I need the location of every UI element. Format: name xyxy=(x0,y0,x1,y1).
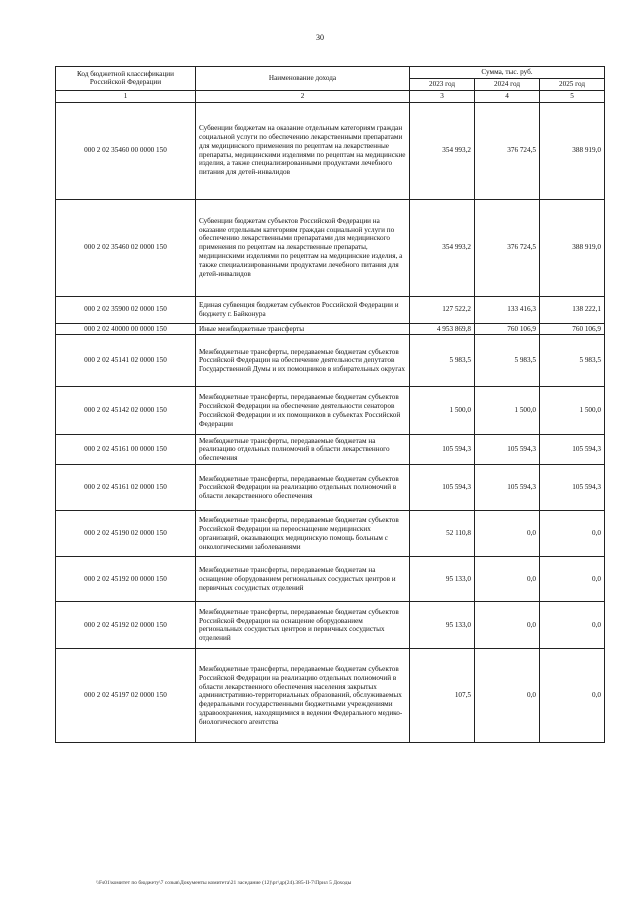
column-number: 1 xyxy=(56,90,196,102)
table-row xyxy=(56,649,605,743)
table-body xyxy=(56,102,605,743)
table-row xyxy=(56,335,605,387)
page-number: 30 xyxy=(316,33,324,42)
amount-2023-cell: 127 522,2 xyxy=(410,296,475,323)
header-year-2024: 2024 год xyxy=(475,78,540,90)
amount-2023-cell: 5 983,5 xyxy=(410,335,475,387)
header-name: Наименование дохода xyxy=(196,67,410,91)
column-number: 3 xyxy=(410,90,475,102)
amount-2023-cell: 354 993,2 xyxy=(410,199,475,296)
amount-2025-cell: 105 594,3 xyxy=(540,435,605,465)
budget-code-cell: 000 2 02 45197 02 0000 150 xyxy=(56,649,196,743)
budget-code-cell: 000 2 02 45141 02 0000 150 xyxy=(56,335,196,387)
budget-code-cell: 000 2 02 35460 02 0000 150 xyxy=(56,199,196,296)
column-number: 4 xyxy=(475,90,540,102)
income-name-cell: Межбюджетные трансферты, передаваемые бюджетам субъектов Российской Федерации на реализацию отдельных полномочий в области лекарственного обеспечения xyxy=(196,465,410,511)
amount-2023-cell: 1 500,0 xyxy=(410,387,475,435)
budget-code-cell: 000 2 02 35900 02 0000 150 xyxy=(56,296,196,323)
amount-2023-cell: 354 993,2 xyxy=(410,102,475,199)
income-name-cell: Межбюджетные трансферты, передаваемые бюджетам субъектов Российской Федерации на обеспечение деятельности депутатов Государственной Думы и их помощников в избирательных округах xyxy=(196,335,410,387)
amount-2024-cell: 0,0 xyxy=(475,649,540,743)
table-row xyxy=(56,557,605,602)
header-year-2025: 2025 год xyxy=(540,78,605,90)
table-row xyxy=(56,323,605,335)
header-sum: Сумма, тыс. руб. xyxy=(410,67,605,79)
income-name-cell: Межбюджетные трансферты, передаваемые бюджетам на оснащение оборудованием региональных сосудистых центров и первичных сосудистых отделений xyxy=(196,557,410,602)
amount-2024-cell: 376 724,5 xyxy=(475,199,540,296)
amount-2024-cell: 760 106,9 xyxy=(475,323,540,335)
amount-2025-cell: 1 500,0 xyxy=(540,387,605,435)
amount-2025-cell: 388 919,0 xyxy=(540,199,605,296)
amount-2023-cell: 107,5 xyxy=(410,649,475,743)
budget-code-cell: 000 2 02 45142 02 0000 150 xyxy=(56,387,196,435)
amount-2023-cell: 95 133,0 xyxy=(410,557,475,602)
table-row xyxy=(56,602,605,649)
amount-2025-cell: 138 222,1 xyxy=(540,296,605,323)
table-row xyxy=(56,435,605,465)
amount-2025-cell: 388 919,0 xyxy=(540,102,605,199)
budget-code-cell: 000 2 02 45192 00 0000 150 xyxy=(56,557,196,602)
amount-2023-cell: 4 953 869,8 xyxy=(410,323,475,335)
amount-2024-cell: 0,0 xyxy=(475,511,540,557)
income-name-cell: Иные межбюджетные трансферты xyxy=(196,323,410,335)
footer-file-path: \\Fs01\комитет по бюджету\7 созыв\Документы комитета\21 заседание (12)\рг\др(24).385-II-7\Прил 5 Доходы xyxy=(96,880,352,886)
amount-2024-cell: 0,0 xyxy=(475,557,540,602)
table-row xyxy=(56,102,605,199)
column-number: 2 xyxy=(196,90,410,102)
amount-2024-cell: 133 416,3 xyxy=(475,296,540,323)
amount-2024-cell: 376 724,5 xyxy=(475,102,540,199)
table-row xyxy=(56,296,605,323)
budget-code-cell: 000 2 02 35460 00 0000 150 xyxy=(56,102,196,199)
income-name-cell: Субвенции бюджетам субъектов Российской Федерации на оказание отдельным категориям граждан социальной услуги по обеспечению лекарственными препаратами для медицинского применения по рецептам на лекарственные препараты, медицинскими изделиями по рецептам на медицинские изделия, а также специализированными продуктами лечебного питания для детей-инвалидов xyxy=(196,199,410,296)
income-name-cell: Межбюджетные трансферты, передаваемые бюджетам субъектов Российской Федерации на переоснащение медицинских организаций, оказывающих медицинскую помощь больным с онкологическими заболеваниями xyxy=(196,511,410,557)
table-row xyxy=(56,387,605,435)
amount-2024-cell: 1 500,0 xyxy=(475,387,540,435)
column-number: 5 xyxy=(540,90,605,102)
budget-income-table xyxy=(55,66,605,743)
amount-2025-cell: 0,0 xyxy=(540,649,605,743)
income-name-cell: Межбюджетные трансферты, передаваемые бюджетам на реализацию отдельных полномочий в области лекарственного обеспечения xyxy=(196,435,410,465)
income-name-cell: Межбюджетные трансферты, передаваемые бюджетам субъектов Российской Федерации на оснащение оборудованием региональных сосудистых центров и первичных сосудистых отделений xyxy=(196,602,410,649)
income-name-cell: Межбюджетные трансферты, передаваемые бюджетам субъектов Российской Федерации на реализацию отдельных полномочий в области лекарственного обеспечения населения закрытых административно-территориальных образований, обслуживаемых федеральными государственными бюджетными учреждениями здравоохранения, находящимися в ведении Федерального медико-биологического агентства xyxy=(196,649,410,743)
header-year-2023: 2023 год xyxy=(410,78,475,90)
table-row xyxy=(56,511,605,557)
amount-2024-cell: 105 594,3 xyxy=(475,465,540,511)
amount-2023-cell: 105 594,3 xyxy=(410,465,475,511)
budget-code-cell: 000 2 02 40000 00 0000 150 xyxy=(56,323,196,335)
budget-code-cell: 000 2 02 45161 00 0000 150 xyxy=(56,435,196,465)
amount-2025-cell: 105 594,3 xyxy=(540,465,605,511)
income-name-cell: Межбюджетные трансферты, передаваемые бюджетам субъектов Российской Федерации на обеспечение деятельности сенаторов Российской Федерации и их помощников в субъектах Российской Федерации xyxy=(196,387,410,435)
budget-code-cell: 000 2 02 45161 02 0000 150 xyxy=(56,465,196,511)
amount-2023-cell: 105 594,3 xyxy=(410,435,475,465)
amount-2023-cell: 52 110,8 xyxy=(410,511,475,557)
income-name-cell: Субвенции бюджетам на оказание отдельным категориям граждан социальной услуги по обеспечению лекарственными препаратами для медицинского применения по рецептам на лекарственные препараты, медицинскими изделиями по рецептам на медицинские изделия, а также специализированными продуктами лечебного питания для детей-инвалидов xyxy=(196,102,410,199)
table-row xyxy=(56,199,605,296)
amount-2025-cell: 760 106,9 xyxy=(540,323,605,335)
table-row xyxy=(56,465,605,511)
column-number-row xyxy=(56,90,605,102)
amount-2024-cell: 105 594,3 xyxy=(475,435,540,465)
amount-2025-cell: 0,0 xyxy=(540,557,605,602)
budget-code-cell: 000 2 02 45192 02 0000 150 xyxy=(56,602,196,649)
amount-2024-cell: 0,0 xyxy=(475,602,540,649)
header-code: Код бюджетной классификации Российской Федерации xyxy=(56,67,196,91)
amount-2025-cell: 0,0 xyxy=(540,602,605,649)
amount-2023-cell: 95 133,0 xyxy=(410,602,475,649)
amount-2025-cell: 5 983,5 xyxy=(540,335,605,387)
amount-2025-cell: 0,0 xyxy=(540,511,605,557)
income-name-cell: Единая субвенция бюджетам субъектов Российской Федерации и бюджету г. Байконура xyxy=(196,296,410,323)
amount-2024-cell: 5 983,5 xyxy=(475,335,540,387)
budget-code-cell: 000 2 02 45190 02 0000 150 xyxy=(56,511,196,557)
